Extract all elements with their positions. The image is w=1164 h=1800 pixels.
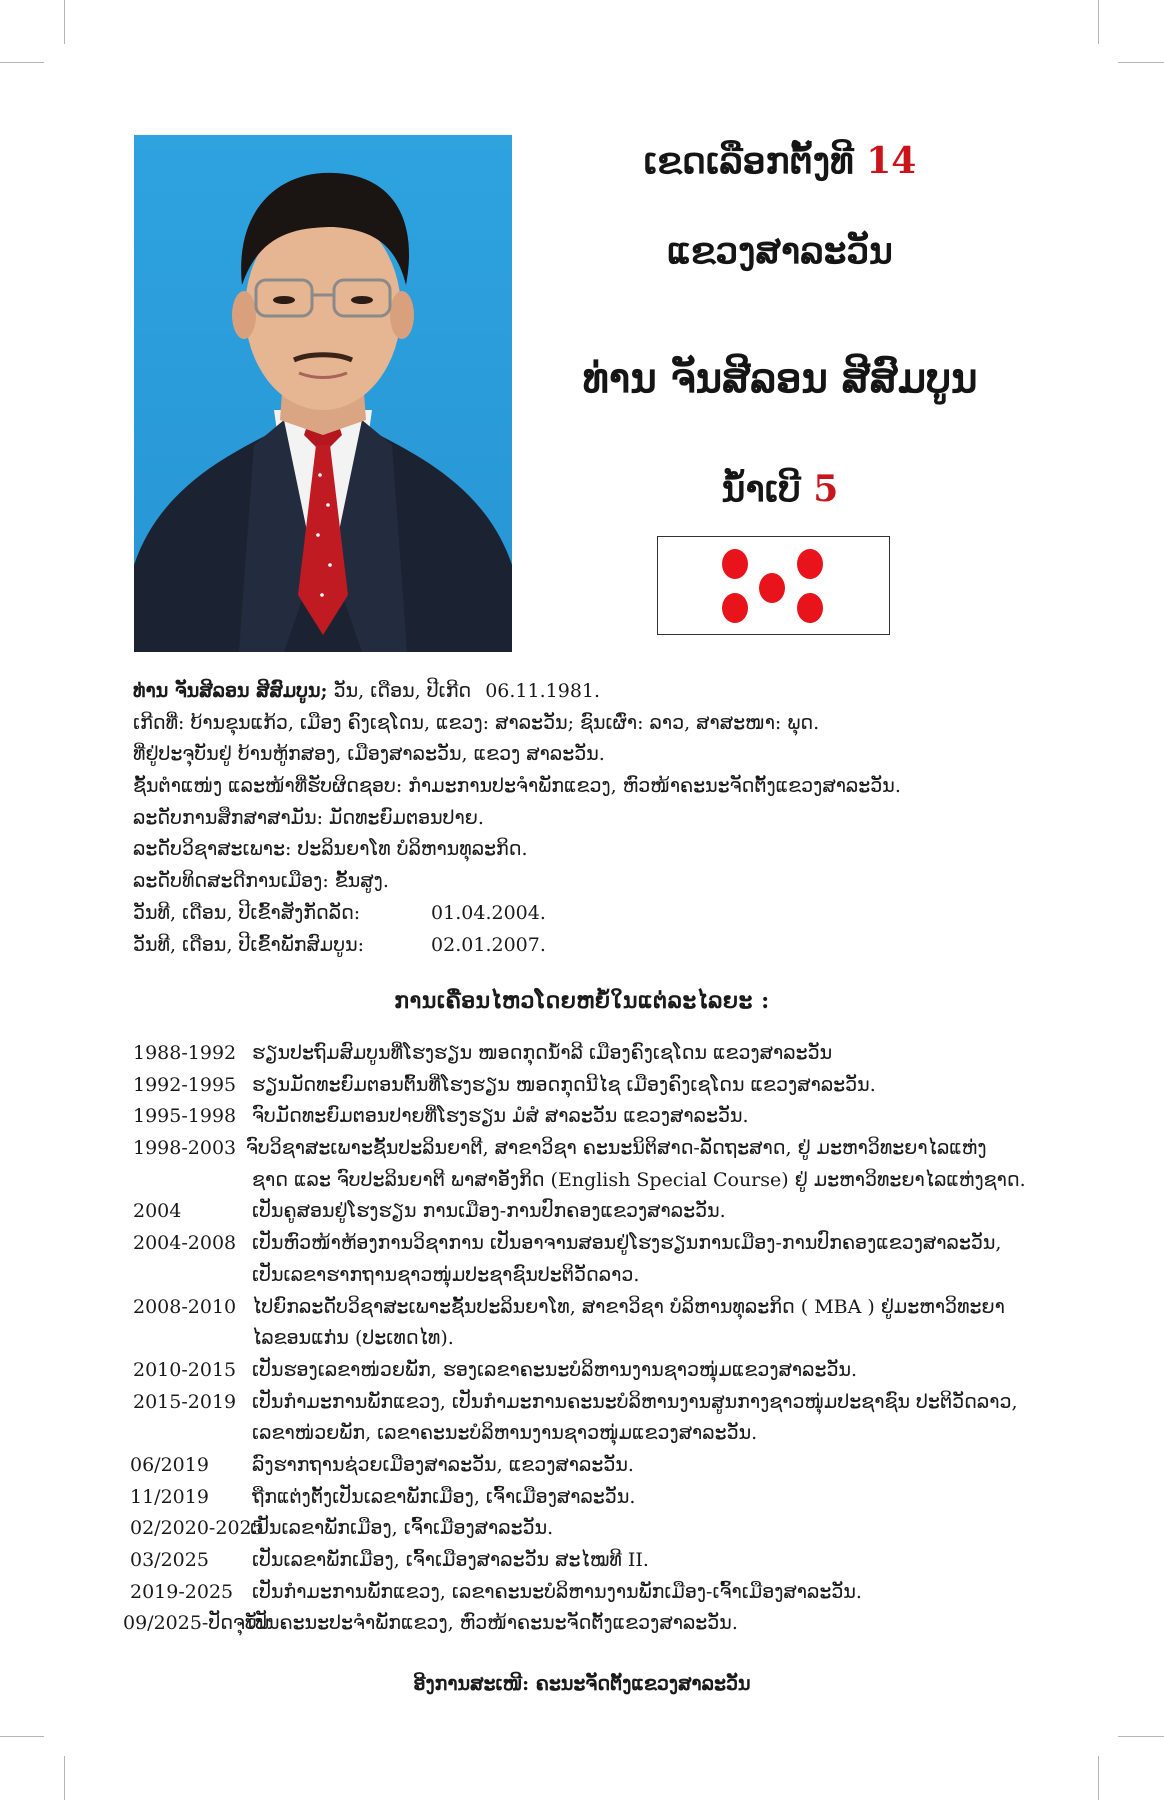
crop-mark bbox=[1098, 1756, 1099, 1800]
crop-mark bbox=[1118, 1736, 1164, 1737]
career-text: ຮຽນມັດທະຍົມຕອນຕົ້ນທີ່ໂຮງຮຽນ ໜອດກຸດນີໄຊ ເມືອງຄົງເຊໂດນ ແຂວງສາລະວັນ. bbox=[252, 1073, 876, 1096]
portrait-illustration bbox=[134, 135, 512, 652]
bio-specialized-education: ລະດັບວິຊາສະເພາະ: ປະລິນຍາໂທ ບໍລິຫານທຸລະກິດ. bbox=[133, 838, 528, 861]
crop-mark bbox=[64, 1756, 65, 1800]
career-years: 1988-1992 bbox=[133, 1042, 237, 1064]
career-text: ຈົບມັດທະຍົມຕອນປາຍທີ່ໂຮງຮຽນ ມໍສໍ ສາລະວັນ ແຂວງສາລະວັນ. bbox=[252, 1105, 749, 1128]
bio-general-education: ລະດັບການສຶກສາສາມັນ: ມັດທະຍົມຕອນປາຍ. bbox=[133, 806, 484, 829]
career-years: 03/2025 bbox=[130, 1549, 209, 1571]
career-text: ໄປຍົກລະດັບວິຊາສະເພາະຊັ້ນປະລິນຍາໂທ, ສາຂາວິຊາ ບໍລິຫານທຸລະກິດ ( MBA ) ຢູ່ມະຫາວິທະຍາ bbox=[252, 1295, 1005, 1318]
career-text: ເປັນເລຂາຮາກຖານຊາວໜຸ່ມປະຊາຊົນປະຕິວັດລາວ. bbox=[252, 1263, 640, 1286]
career-row bbox=[0, 1387, 1164, 1419]
bio-residence: ທີ່ຢູ່ປະຈຸບັນຢູ່ ບ້ານຫູ້ກສອງ, ເມືອງສາລະວັນ, ແຂວງ ສາລະວັນ. bbox=[133, 743, 605, 766]
career-row bbox=[0, 1260, 1164, 1292]
career-text: ເລຂາໜ່ວຍພັກ, ເລຂາຄະນະບໍລິຫານງານຊາວໜຸ່ມແຂວງສາລະວັນ. bbox=[252, 1422, 758, 1445]
career-text: ເປັນຄູສອນຢູ່ໂຮງຮຽນ ການເມືອງ-ການປົກຄອງແຂວງສາລະວັນ. bbox=[252, 1200, 726, 1223]
district-number: 14 bbox=[866, 140, 917, 182]
career-text: ເປັນກໍາມະການພັກແຂວງ, ເລຂາຄະນະບໍລິຫານງານພັກເມືອງ-ເຈົ້າເມືອງສາລະວັນ. bbox=[252, 1580, 862, 1603]
career-row bbox=[0, 1608, 1164, 1640]
bio-birthplace: ເກີດທີ່: ບ້ານຂຸນແກ້ວ, ເມືອງ ຄົງເຊໂດນ, ແຂວງ: ສາລະວັນ; ຊົນເຜົ່າ: ລາວ, ສາສະໜາ: ພຸດ. bbox=[133, 711, 820, 734]
career-years: 1992-1995 bbox=[133, 1073, 237, 1096]
career-row bbox=[0, 1418, 1164, 1450]
career-text: ເປັນຮອງເລຂາໜ່ວຍພັກ, ຮອງເລຂາຄະນະບໍລິຫານງານຊາວໜຸ່ມແຂວງສາລະວັນ. bbox=[252, 1358, 858, 1381]
ballot-number: 5 bbox=[813, 468, 839, 510]
career-row bbox=[0, 1513, 1164, 1545]
bio-party-join-line bbox=[133, 930, 1093, 962]
career-heading: ການເຄື່ອນໄຫວໂດຍຫຍໍ້ໃນແຕ່ລະໄລຍະ : bbox=[394, 988, 770, 1014]
candidate-photo bbox=[134, 135, 512, 652]
career-years: 09/2025-ປັດຈຸບັນ bbox=[123, 1612, 270, 1635]
career-text: ຈົບວິຊາສະເພາະຊັ້ນປະລິນຍາຕີ, ສາຂາວິຊາ ຄະນະນິຕິສາດ-ລັດຖະສາດ, ຢູ່ ມະຫາວິທະຍາໄລແຫ່ງ bbox=[246, 1137, 987, 1160]
ballot-number-label: ນໍ້າເບີ bbox=[721, 468, 801, 510]
career-row bbox=[0, 1450, 1164, 1482]
party-join-label: ວັນທີ, ເດືອນ, ປີເຂົ້າພັກສົມບູນ: bbox=[133, 933, 365, 956]
bio-section bbox=[133, 676, 1093, 961]
career-row bbox=[0, 1101, 1164, 1133]
career-years: 2004 bbox=[133, 1200, 182, 1223]
career-row bbox=[0, 1070, 1164, 1102]
district-label: ເຂດເລືອກຕັ້ງທີ bbox=[643, 140, 854, 182]
crop-mark bbox=[1098, 0, 1099, 44]
career-years: 11/2019 bbox=[130, 1485, 209, 1508]
crop-mark bbox=[0, 62, 44, 63]
career-years: 2010-2015 bbox=[133, 1358, 237, 1381]
career-text: ໄລຂອນແກ່ນ (ປະເທດໄທ). bbox=[252, 1327, 454, 1350]
career-text: ຮຽນປະຖົມສົມບູນທີ່ໂຮງຮຽນ ໜອດກຸດນໍ້າລີ ເມືອງຄົງເຊໂດນ ແຂວງສາລະວັນ bbox=[252, 1042, 833, 1064]
career-list bbox=[0, 1038, 1164, 1640]
ballot-number-title bbox=[520, 468, 1040, 510]
career-text: ເປັນເລຂາພັກເມືອງ, ເຈົ້າເມືອງສາລະວັນ ສະໄໝທີ II. bbox=[252, 1549, 649, 1571]
candidate-title bbox=[520, 355, 1040, 402]
bio-name: ທ່ານ ຈັນສີລອນ ສີສົມບູນ; bbox=[133, 680, 328, 702]
party-join-date: 02.01.2007. bbox=[431, 933, 546, 956]
career-text: ເປັນຄະນະປະຈໍາພັກແຂວງ, ຫົວໜ້າຄະນະຈັດຕັ້ງແຂວງສາລະວັນ. bbox=[248, 1612, 738, 1635]
career-row bbox=[0, 1323, 1164, 1355]
career-text: ເປັນເລຂາພັກເມືອງ, ເຈົ້າເມືອງສາລະວັນ. bbox=[250, 1517, 554, 1540]
career-row bbox=[0, 1133, 1164, 1165]
career-row bbox=[0, 1165, 1164, 1197]
career-years: 2004-2008 bbox=[133, 1232, 237, 1255]
birth-label: ວັນ, ເດືອນ, ປີເກີດ bbox=[333, 680, 472, 702]
career-text: ເປັນຫົວໜ້າຫ້ອງການວິຊາການ ເປັນອາຈານສອນຢູ່ໂຮງຮຽນການເມືອງ-ການປົກຄອງແຂວງສາລະວັນ, bbox=[252, 1232, 1002, 1255]
career-row bbox=[0, 1196, 1164, 1228]
career-row bbox=[0, 1577, 1164, 1609]
state-join-date: 01.04.2004. bbox=[431, 901, 546, 924]
career-years: 2008-2010 bbox=[133, 1295, 237, 1318]
bio-political-theory: ລະດັບທິດສະດີການເມືອງ: ຂັ້ນສູງ. bbox=[133, 870, 389, 893]
state-join-label: ວັນທີ, ເດືອນ, ປີເຂົ້າສັງກັດລັດ: bbox=[133, 901, 361, 924]
career-years: 1998-2003 bbox=[133, 1137, 237, 1160]
career-row bbox=[0, 1355, 1164, 1387]
career-years: 2015-2019 bbox=[133, 1390, 237, 1413]
career-text: ລົງຮາກຖານຊ່ວຍເມືອງສາລະວັນ, ແຂວງສາລະວັນ. bbox=[252, 1453, 634, 1476]
footer-proposer: ອີງການສະເໜີ: ຄະນະຈັດຕັ້ງແຂວງສາລະວັນ bbox=[413, 1673, 751, 1695]
province-title bbox=[520, 230, 1040, 272]
bio-name-line bbox=[133, 676, 1093, 708]
career-row bbox=[0, 1545, 1164, 1577]
career-row bbox=[0, 1228, 1164, 1260]
career-row bbox=[0, 1292, 1164, 1324]
crop-mark bbox=[0, 1736, 44, 1737]
district-title bbox=[520, 140, 1040, 182]
career-row bbox=[0, 1038, 1164, 1070]
ballot-symbol bbox=[657, 536, 890, 635]
career-years: 1995-1998 bbox=[133, 1105, 237, 1128]
bio-state-join-line bbox=[133, 898, 1093, 930]
crop-mark bbox=[64, 0, 65, 44]
five-dots-icon bbox=[658, 537, 888, 633]
bio-position: ຊັ້ນຕໍາແໜ່ງ ແລະໜ້າທີ່ຮັບຜິດຊອບ: ກໍາມະການປະຈໍາພັກແຂວງ, ຫົວໜ້າຄະນະຈັດຕັ້ງແຂວງສາລະວັນ. bbox=[133, 775, 901, 798]
career-text: ເປັນກໍາມະການພັກແຂວງ, ເປັນກໍາມະການຄະນະບໍລິຫານງານສູນກາງຊາວໜຸ່ມປະຊາຊົນ ປະຕິວັດລາວ, bbox=[252, 1390, 1018, 1413]
province-name: ແຂວງສາລະວັນ bbox=[667, 230, 893, 272]
career-years: 06/2019 bbox=[130, 1453, 209, 1476]
career-years: 02/2020-2025 bbox=[130, 1517, 264, 1540]
career-years: 2019-2025 bbox=[130, 1580, 234, 1603]
career-text: ຖືກແຕ່ງຕັ້ງເປັນເລຂາພັກເມືອງ, ເຈົ້າເມືອງສາລະວັນ. bbox=[252, 1485, 636, 1508]
candidate-name: ທ່ານ ຈັນສີລອນ ສີສົມບູນ bbox=[582, 355, 978, 402]
crop-mark bbox=[1118, 62, 1164, 63]
birth-date: 06.11.1981. bbox=[485, 680, 601, 702]
career-row bbox=[0, 1482, 1164, 1514]
career-text: ຊາດ ແລະ ຈົບປະລິນຍາຕີ ພາສາອັງກິດ (English Special Course) ຢູ່ ມະຫາວິທະຍາໄລແຫ່ງຊາດ. bbox=[252, 1168, 1026, 1191]
